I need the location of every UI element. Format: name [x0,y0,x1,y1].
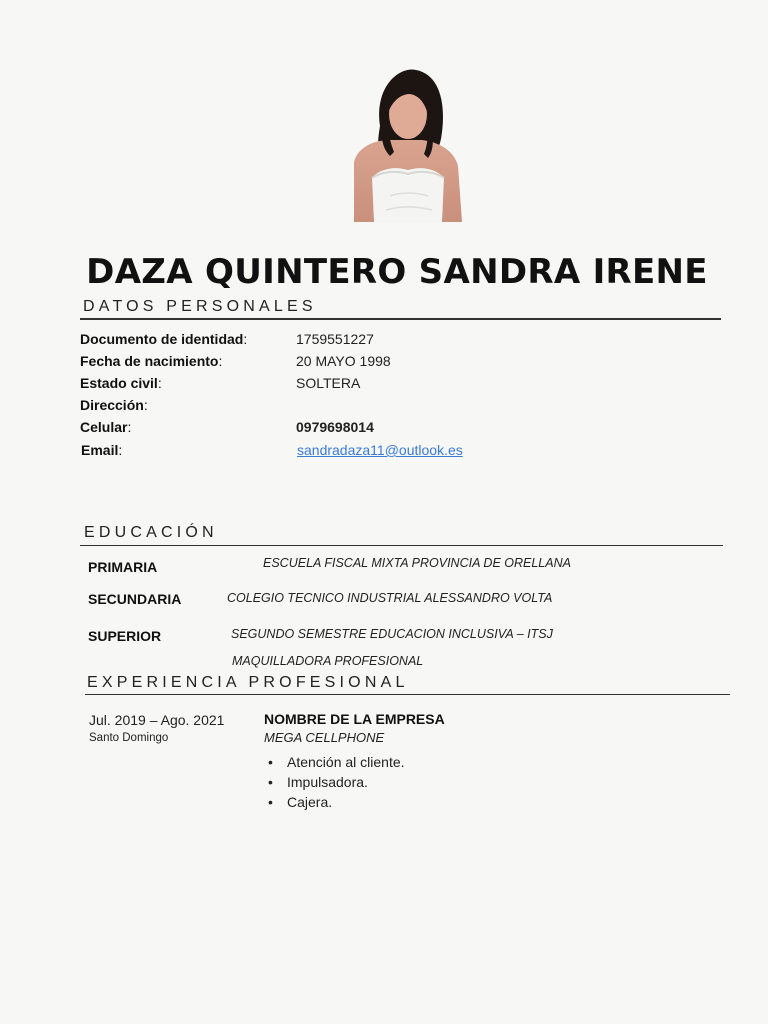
value-phone: 0979698014 [296,419,374,435]
edu-value-higher: SEGUNDO SEMESTRE EDUCACION INCLUSIVA – ITSJ [231,627,553,641]
value-document: 1759551227 [296,331,374,347]
email-link[interactable]: sandradaza11@outlook.es [297,442,463,458]
edu-value-secondary: COLEGIO TECNICO INDUSTRIAL ALESSANDRO VOLTA [227,591,553,605]
edu-value-primary: ESCUELA FISCAL MIXTA PROVINCIA DE ORELLANA [263,556,571,570]
edu-label-primary: PRIMARIA [88,559,158,575]
edu-value-extra: MAQUILLADORA PROFESIONAL [232,654,424,668]
label-civil-status: Estado civil: [80,375,162,391]
divider-experience [85,694,730,695]
company-label: NOMBRE DE LA EMPRESA [264,711,445,727]
edu-label-higher: SUPERIOR [88,628,162,644]
duty-item: • Atención al cliente. [268,752,405,772]
section-title-experience: EXPERIENCIA PROFESIONAL [87,674,409,691]
duty-item: • Impulsadora. [268,772,405,792]
value-civil-status: SOLTERA [296,375,361,391]
duty-item: • Cajera. [268,792,405,812]
duties-list [268,752,405,812]
divider-personal [80,318,721,320]
value-birthdate: 20 MAYO 1998 [296,353,391,369]
section-title-education: EDUCACIÓN [84,524,218,541]
edu-label-secondary: SECUNDARIA [88,591,182,607]
section-title-personal: DATOS PERSONALES [83,298,317,315]
label-address: Dirección: [80,397,148,413]
profile-photo [350,66,462,222]
experience-location: Santo Domingo [89,732,169,744]
label-document: Documento de identidad: [80,331,248,347]
full-name: DAZA QUINTERO SANDRA IRENE [86,252,708,292]
company-name: MEGA CELLPHONE [264,730,385,745]
divider-education [80,545,723,546]
label-email: Email: [81,442,123,458]
label-phone: Celular: [80,419,132,435]
label-birthdate: Fecha de nacimiento: [80,353,223,369]
experience-dates: Jul. 2019 – Ago. 2021 [89,712,225,728]
